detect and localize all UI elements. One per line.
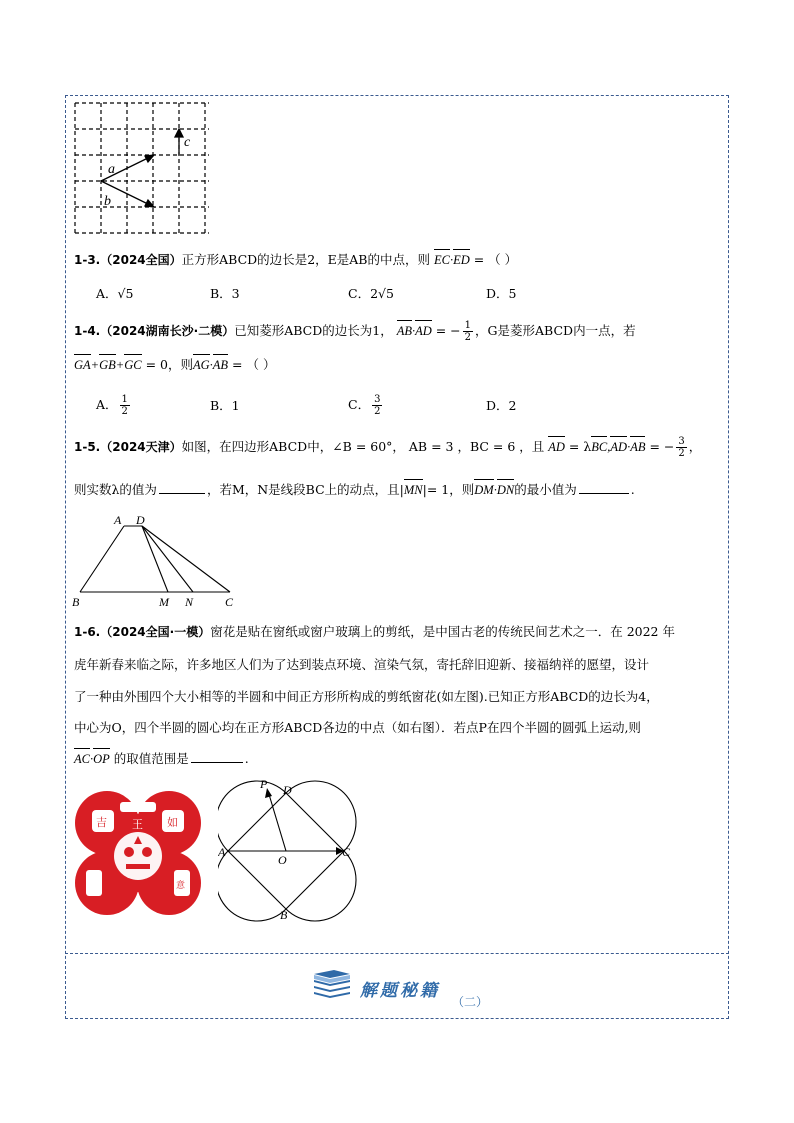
q14-tail: （ ） — [246, 357, 276, 372]
question-1-5: 1-5.（2024天津）如图，在四边形ABCD中，∠B = 60°， AB = 3 ，BC = 6 ，且 AD = λBC,AD·AB = − $\frac{3}{2}$ ， — [74, 436, 702, 459]
q13-stem: 正方形ABCD的边长是2，E是AB的中点，则 — [181, 252, 430, 267]
papercut-image — [72, 790, 204, 916]
papercut-char-1: 吉 — [96, 816, 107, 829]
vector-c-label: c — [184, 135, 191, 150]
papercut-char-4: 意 — [176, 881, 186, 891]
vector-grid-figure — [74, 102, 210, 234]
label-n: N — [185, 595, 194, 609]
q13-option-b: B．3 — [210, 286, 240, 301]
geo-label-o: O — [278, 853, 287, 867]
geo-label-p: P — [260, 777, 268, 791]
q14-number: 1-4. — [74, 324, 101, 338]
q14-option-a: A． $\frac{1}{2}$ — [96, 394, 128, 417]
q13-tail: （ ） — [488, 252, 518, 267]
trapezoid-figure — [70, 512, 245, 610]
q13-option-d: D．5 — [486, 286, 517, 301]
question-1-6: 1-6.（2024全国·一模）窗花是贴在窗纸或窗户玻璃上的剪纸，是中国古老的传统民间艺术之一．在 2022 年 — [74, 624, 675, 639]
question-1-4-line2: GA+GB+GC = 0，则AG·AB = （ ） — [74, 357, 276, 372]
label-m: M — [159, 595, 169, 609]
vector-a-label: a — [108, 162, 115, 177]
q14-source: （2024湖南长沙·二模） — [100, 324, 235, 338]
question-1-6-line3: 了一种由外围四个大小相等的半圆和中间正方形所构成的剪纸窗花(如左图).已知正方形ABCD的边长为4， — [74, 689, 659, 704]
q14-option-c: C． $\frac{3}{2}$ — [348, 394, 381, 417]
question-1-6-line2: 虎年新春来临之际，许多地区人们为了达到装点环境、渲染气氛，寄托辞旧迎新、接福纳祥的愿望，设计 — [74, 657, 650, 672]
q14-line2-tail: ，则 — [167, 357, 193, 372]
footer-subtitle: （二） — [452, 995, 489, 1009]
q14-option-b: B．1 — [210, 398, 240, 413]
q16-source: （2024全国·一模） — [100, 625, 211, 639]
q13-source: （2024全国） — [100, 253, 182, 267]
label-b: B — [72, 595, 80, 609]
question-1-5-line2: 则实数λ的值为 ，若M，N是线段BC上的动点，且|MN|= 1，则DM·DN的最小值为 . — [74, 482, 635, 497]
q15-source: （2024天津） — [100, 440, 182, 454]
papercut-char-3: 如 — [167, 816, 178, 829]
label-c: C — [225, 595, 234, 609]
geo-label-c: C — [342, 845, 351, 859]
q13-option-a: A．√5 — [96, 286, 134, 301]
q13-option-c: C．2√5 — [348, 286, 394, 301]
q14-stem-b: ，G是菱形ABCD内一点，若 — [475, 323, 636, 338]
question-1-6-line4: 中心为O，四个半圆的圆心均在正方形ABCD各边的中点（如右图）．若点P在四个半圆的圆弧上运动,则 — [74, 720, 641, 735]
geo-label-a: A — [218, 845, 226, 859]
footer-title: 解题秘籍 — [360, 981, 440, 1001]
vector-b-label: b — [104, 194, 111, 209]
q16-number: 1-6. — [74, 625, 101, 639]
q15-number: 1-5. — [74, 440, 101, 454]
question-1-4: 1-4.（2024湖南长沙·二模）已知菱形ABCD的边长为1， AB·AD = − $\frac{1}{2}$ ，G是菱形ABCD内一点，若 — [74, 320, 636, 343]
papercut-char-2: 王 — [132, 818, 143, 831]
q14-option-d: D．2 — [486, 398, 517, 413]
question-1-3: 1-3.（2024全国）正方形ABCD的边长是2，E是AB的中点，则 EC·ED = （ ） — [74, 252, 518, 267]
geo-label-d: D — [283, 783, 292, 797]
label-a: A — [114, 513, 122, 527]
books-icon — [312, 968, 352, 998]
q13-number: 1-3. — [74, 253, 101, 267]
geo-label-b: B — [280, 908, 288, 922]
question-1-6-line5: AC·OP 的取值范围是 . — [74, 751, 249, 766]
footer-separator — [65, 953, 729, 954]
q15-stem: 如图，在四边形ABCD中，∠B = 60°， AB = 3 ，BC = 6 ，且 — [181, 439, 545, 454]
semicircle-square-figure — [218, 776, 358, 922]
label-d: D — [136, 513, 145, 527]
q14-stem-a: 已知菱形ABCD的边长为1， — [234, 323, 393, 338]
